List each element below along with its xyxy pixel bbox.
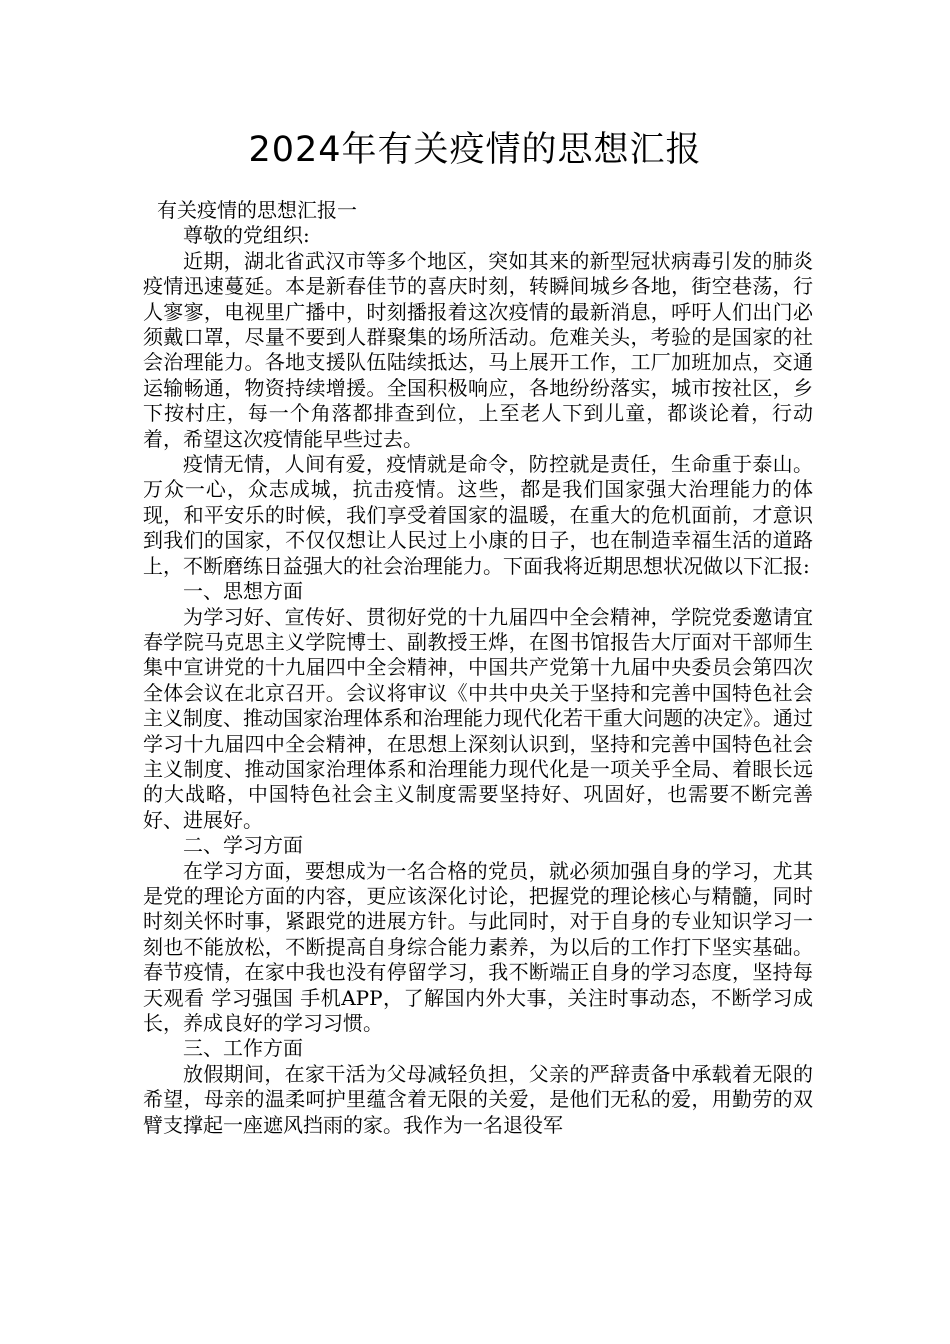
- document-subtitle: 有关疫情的思想汇报一: [157, 198, 357, 222]
- paragraph: 为学习好、宣传好、贯彻好党的十九届四中全会精神，学院党委邀请宜春学院马克思主义学院博士、副教授王烨，在图书馆报告大厅面对干部师生集中宣讲党的十九届四中全会精神，中国共产党第十九届中央委员会第四次全体会议在北京召开。会议将审议《中共中央关于坚持和完善中国特色社会主义制度、推动国家治理体系和治理能力现代化若干重大问题的决定》。通过学习十九届四中全会精神，在思想上深刻认识到，坚持和完善中国特色社会主义制度、推动国家治理体系和治理能力现代化是一项关乎全局、着眼长远的大战略，中国特色社会主义制度需要坚持好、巩固好，也需要不断完善好、进展好。: [143, 604, 813, 832]
- section-heading: 一、思想方面: [183, 579, 303, 604]
- section-heading: 二、学习方面: [183, 833, 303, 858]
- salutation: 尊敬的党组织:: [183, 223, 310, 248]
- document-title: 2024年有关疫情的思想汇报: [248, 130, 702, 170]
- paragraph: 疫情无情，人间有爱，疫情就是命令，防控就是责任，生命重于泰山。万众一心，众志成城，抗击疫情。这些，都是我们国家强大治理能力的体现，和平安乐的时候，我们享受着国家的温暖，在重大的危机面前，才意识到我们的国家，不仅仅想让人民过上小康的日子，也在制造幸福生活的道路上，不断磨练日益强大的社会治理能力。下面我将近期思想状况做以下汇报:: [143, 452, 813, 578]
- paragraph: 放假期间，在家干活为父母减轻负担，父亲的严辞责备中承载着无限的希望，母亲的温柔呵护里蕴含着无限的关爱，是他们无私的爱，用勤劳的双臂支撑起一座遮风挡雨的家。我作为一名退役军: [143, 1061, 813, 1137]
- paragraph: 近期，湖北省武汉市等多个地区，突如其来的新型冠状病毒引发的肺炎疫情迅速蔓延。本是新春佳节的喜庆时刻，转瞬间城乡各地，街空巷荡，行人寥寥，电视里广播中，时刻播报着这次疫情的最新消息，呼吁人们出门必须戴口罩，尽量不要到人群聚集的场所活动。危难关头，考验的是国家的社会治理能力。各地支援队伍陆续抵达，马上展开工作，工厂加班加点，交通运输畅通，物资持续增援。全国积极响应，各地纷纷落实，城市按社区，乡下按村庄，每一个角落都排查到位，上至老人下到儿童，都谈论着，行动着，希望这次疫情能早些过去。: [143, 248, 813, 451]
- document-body: [143, 198, 813, 1138]
- section-heading: 三、工作方面: [183, 1036, 303, 1061]
- paragraph: 在学习方面，要想成为一名合格的党员，就必须加强自身的学习，尤其是党的理论方面的内容，更应该深化讨论，把握党的理论核心与精髓，同时时刻关怀时事，紧跟党的进展方针。与此同时，对于自身的专业知识学习一刻也不能放松，不断提高自身综合能力素养，为以后的工作打下坚实基础。春节疫情，在家中我也没有停留学习，我不断端正自身的学习态度，坚持每天观看 学习强国 手机APP，了解国内外大事，关注时事动态，不断学习成长，养成良好的学习习惯。: [143, 858, 813, 1035]
